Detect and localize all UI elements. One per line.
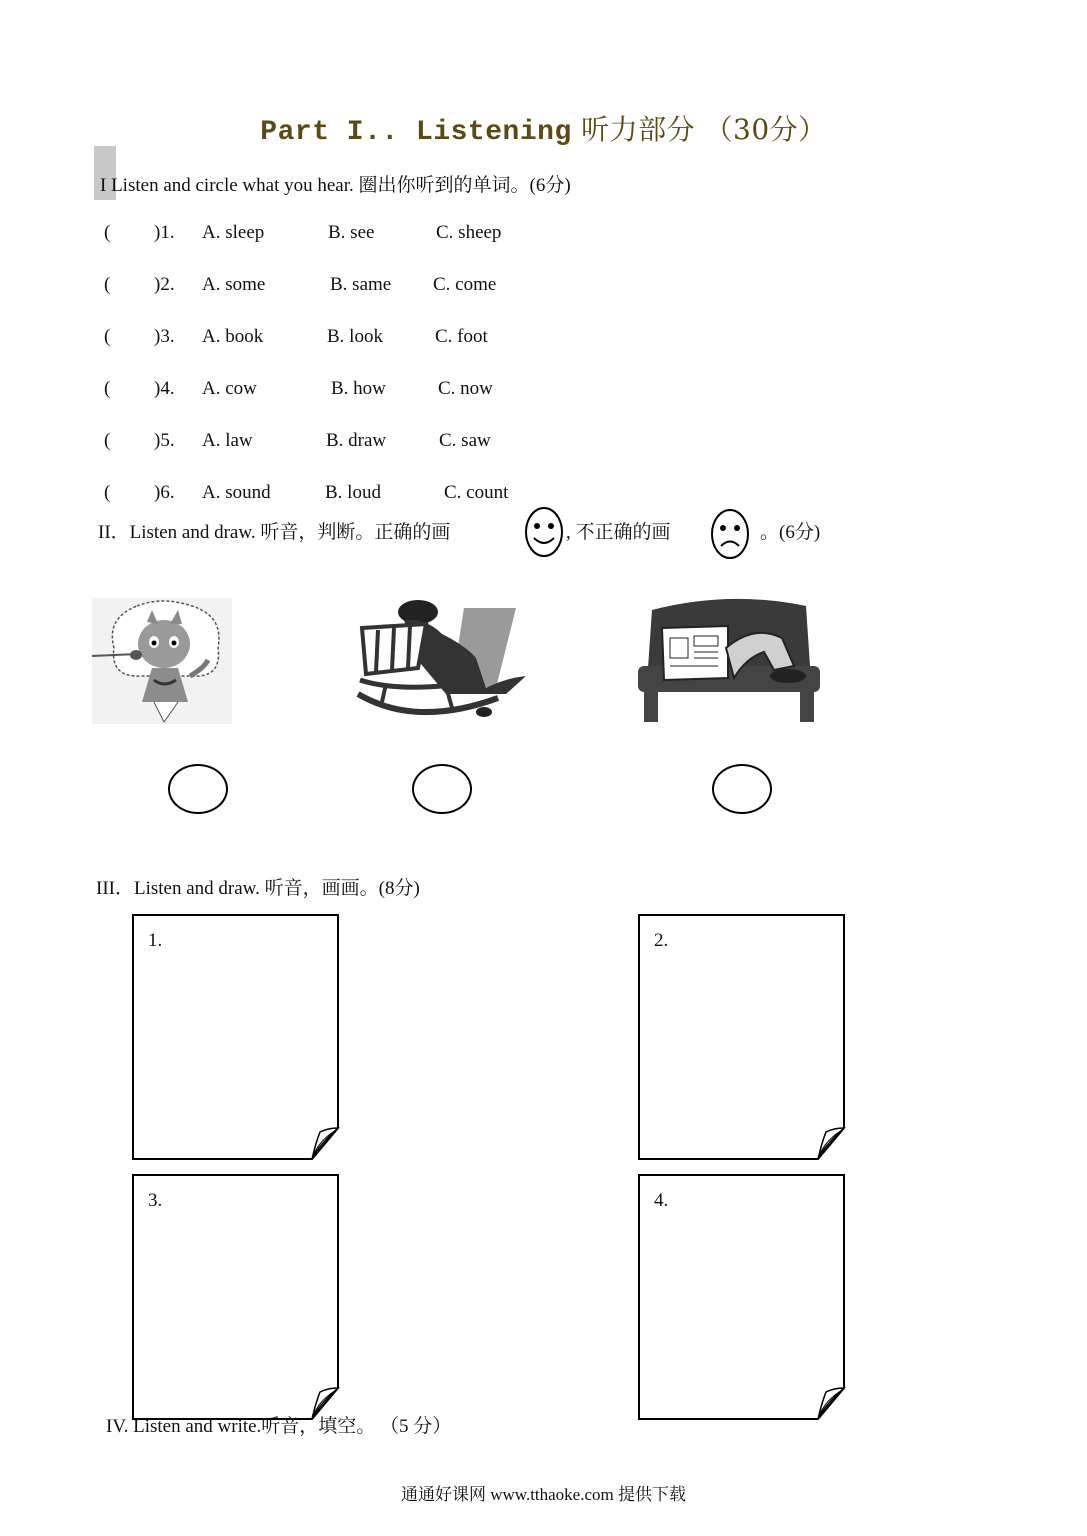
answer-circle-3[interactable]	[712, 764, 772, 814]
question-row	[104, 274, 624, 300]
section-2-heading	[98, 517, 450, 544]
answer-circle-2[interactable]	[412, 764, 472, 814]
box-number: 2.	[654, 930, 669, 951]
page-title	[0, 108, 1087, 148]
option-a: A. cow	[202, 378, 257, 399]
option-a: A. book	[202, 326, 264, 347]
smiley-face-icon	[524, 506, 564, 558]
question-row	[104, 326, 624, 352]
option-c: C. saw	[439, 430, 491, 451]
curled-paper-icon	[132, 1174, 340, 1420]
section-3-heading: III．Listen and draw. 听音，画画。(8分)	[96, 878, 420, 899]
answer-blank[interactable]: (	[104, 482, 111, 503]
rocking-chair-knitting-illustration	[356, 598, 532, 720]
question-number: )3.	[154, 326, 175, 347]
option-c: C. foot	[435, 326, 488, 347]
sad-face-icon	[710, 508, 750, 560]
drawing-box-2[interactable]	[638, 914, 846, 1160]
reading-newspaper-on-sofa-illustration	[634, 596, 824, 724]
question-number: )2.	[154, 274, 175, 295]
section-2-heading-b: , 不正确的画	[566, 522, 671, 543]
drawing-box-1[interactable]	[132, 914, 340, 1160]
question-row	[104, 482, 624, 508]
option-a: A. sleep	[202, 222, 265, 243]
option-c: C. come	[433, 274, 497, 295]
question-number: )6.	[154, 482, 175, 503]
section-1-heading: I Listen and circle what you hear. 圈出你听到的单词。(6分)	[100, 175, 571, 196]
answer-blank[interactable]: (	[104, 326, 111, 347]
section-4-heading: IV. Listen and write.听音，填空。 （5 分）	[106, 1416, 452, 1437]
option-b: B. see	[328, 222, 375, 243]
option-b: B. how	[331, 378, 386, 399]
question-number: )1.	[154, 222, 175, 243]
option-b: B. look	[327, 326, 383, 347]
answer-blank[interactable]: (	[104, 430, 111, 451]
option-c: C. count	[444, 482, 509, 503]
curled-paper-icon	[638, 1174, 846, 1420]
option-c: C. now	[438, 378, 493, 399]
option-b: B. draw	[326, 430, 387, 451]
title-chinese: 听力部分 （30分）	[571, 113, 827, 146]
option-b: B. same	[330, 274, 392, 295]
singing-cat-illustration	[92, 598, 232, 724]
answer-blank[interactable]: (	[104, 378, 111, 399]
section-2-heading-a: II．Listen and draw. 听音，判断。正确的画	[98, 522, 451, 543]
question-row	[104, 378, 624, 404]
box-number: 3.	[148, 1190, 163, 1211]
title-english: Part I.. Listening	[260, 117, 572, 148]
box-number: 1.	[148, 930, 163, 951]
section-2-heading-c: 。(6分)	[760, 522, 821, 543]
option-a: A. sound	[202, 482, 271, 503]
drawing-box-4[interactable]	[638, 1174, 846, 1420]
box-number: 4.	[654, 1190, 669, 1211]
footer-credit: 通通好课网 www.tthaoke.com 提供下载	[400, 1485, 687, 1504]
option-c: C. sheep	[436, 222, 502, 243]
answer-blank[interactable]: (	[104, 222, 111, 243]
question-number: )4.	[154, 378, 175, 399]
question-row	[104, 222, 624, 248]
curled-paper-icon	[638, 914, 846, 1160]
curled-paper-icon	[132, 914, 340, 1160]
option-b: B. loud	[325, 482, 381, 503]
question-row	[104, 430, 624, 456]
question-number: )5.	[154, 430, 175, 451]
option-a: A. law	[202, 430, 253, 451]
answer-blank[interactable]: (	[104, 274, 111, 295]
drawing-box-3[interactable]	[132, 1174, 340, 1420]
answer-circle-1[interactable]	[168, 764, 228, 814]
option-a: A. some	[202, 274, 266, 295]
